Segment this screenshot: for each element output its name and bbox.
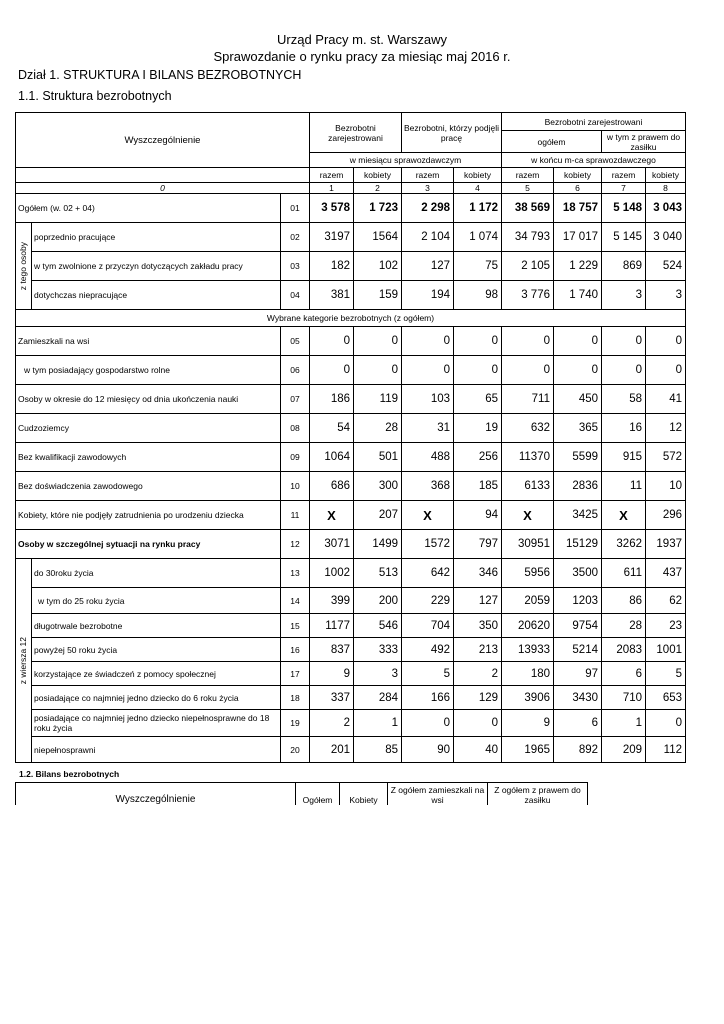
balance-title: 1.2. Bilans bezrobotnych bbox=[19, 769, 120, 779]
value-cell: 1203 bbox=[554, 588, 602, 614]
value-cell: 54 bbox=[310, 414, 354, 443]
row-label: Ogółem (w. 02 + 04) bbox=[16, 194, 281, 223]
value-cell: 9 bbox=[310, 662, 354, 686]
value-cell: 711 bbox=[502, 385, 554, 414]
value-cell: 180 bbox=[502, 662, 554, 686]
value-cell: 1937 bbox=[646, 530, 686, 559]
value-cell: 11 bbox=[602, 472, 646, 501]
balance-header-total: Ogółem bbox=[296, 783, 340, 805]
value-cell: 5 148 bbox=[602, 194, 646, 223]
value-cell: 75 bbox=[454, 252, 502, 281]
col-index: 3 bbox=[402, 183, 454, 194]
value-cell: 11370 bbox=[502, 443, 554, 472]
header-period-end: w końcu m-ca sprawozdawczego bbox=[502, 153, 686, 168]
value-cell: 892 bbox=[554, 737, 602, 763]
value-cell: 915 bbox=[602, 443, 646, 472]
header-registered-end: Bezrobotni zarejestrowani bbox=[502, 113, 686, 131]
value-cell: 1 bbox=[602, 710, 646, 737]
value-cell: 1 bbox=[354, 710, 402, 737]
value-cell: 0 bbox=[602, 356, 646, 385]
value-cell: 98 bbox=[454, 281, 502, 310]
value-cell: 62 bbox=[646, 588, 686, 614]
value-cell: 1965 bbox=[502, 737, 554, 763]
value-cell: 296 bbox=[646, 501, 686, 530]
value-cell: 3 043 bbox=[646, 194, 686, 223]
value-cell: 1499 bbox=[354, 530, 402, 559]
header-registered: Bezrobotni zarejestrowani bbox=[310, 113, 402, 153]
balance-header-desc: Wyszczególnienie bbox=[16, 783, 296, 805]
value-cell: 350 bbox=[454, 614, 502, 638]
row-label: poprzednio pracujące bbox=[32, 223, 281, 252]
row-number: 12 bbox=[281, 530, 310, 559]
value-cell: 365 bbox=[554, 414, 602, 443]
value-cell: 710 bbox=[602, 686, 646, 710]
report-title: Sprawozdanie o rynku pracy za miesiąc maj 2016 r. bbox=[213, 49, 511, 64]
section-title: Dział 1. STRUKTURA I BILANS BEZROBOTNYCH bbox=[18, 68, 302, 82]
value-cell: 38 569 bbox=[502, 194, 554, 223]
value-cell: 13933 bbox=[502, 638, 554, 662]
value-cell: 1 229 bbox=[554, 252, 602, 281]
header-took-job: Bezrobotni, którzy podjęli pracę bbox=[402, 113, 502, 153]
value-cell: 119 bbox=[354, 385, 402, 414]
value-cell: 207 bbox=[354, 501, 402, 530]
row-number: 10 bbox=[281, 472, 310, 501]
structure-table bbox=[15, 112, 686, 763]
row-label: Bez kwalifikacji zawodowych bbox=[16, 443, 281, 472]
value-cell: 0 bbox=[554, 356, 602, 385]
row-number: 03 bbox=[281, 252, 310, 281]
value-cell: 492 bbox=[402, 638, 454, 662]
report-office-title: Urząd Pracy m. st. Warszawy bbox=[277, 32, 447, 47]
value-cell: 488 bbox=[402, 443, 454, 472]
value-cell: 3 bbox=[602, 281, 646, 310]
value-cell: 23 bbox=[646, 614, 686, 638]
value-cell: 127 bbox=[454, 588, 502, 614]
value-cell: 182 bbox=[310, 252, 354, 281]
value-cell: 129 bbox=[454, 686, 502, 710]
row-label: Osoby w szczególnej sytuacji na rynku pracy bbox=[16, 530, 281, 559]
balance-table bbox=[15, 782, 588, 805]
value-cell: 368 bbox=[402, 472, 454, 501]
value-cell: 166 bbox=[402, 686, 454, 710]
value-cell: 3906 bbox=[502, 686, 554, 710]
value-cell: 19 bbox=[454, 414, 502, 443]
value-cell: 185 bbox=[454, 472, 502, 501]
subsection-title: 1.1. Struktura bezrobotnych bbox=[18, 89, 172, 103]
value-cell: 3197 bbox=[310, 223, 354, 252]
value-cell: 0 bbox=[402, 327, 454, 356]
value-cell: 1572 bbox=[402, 530, 454, 559]
row-label: niepełnosprawni bbox=[32, 737, 281, 763]
value-cell: 28 bbox=[602, 614, 646, 638]
value-cell: 399 bbox=[310, 588, 354, 614]
value-cell: 256 bbox=[454, 443, 502, 472]
row-number: 08 bbox=[281, 414, 310, 443]
value-cell: 3 578 bbox=[310, 194, 354, 223]
value-cell: 41 bbox=[646, 385, 686, 414]
value-cell: 200 bbox=[354, 588, 402, 614]
value-cell: 450 bbox=[554, 385, 602, 414]
value-cell: 1064 bbox=[310, 443, 354, 472]
value-cell: 213 bbox=[454, 638, 502, 662]
value-cell: 437 bbox=[646, 559, 686, 588]
col-index: 8 bbox=[646, 183, 686, 194]
value-cell: 0 bbox=[602, 327, 646, 356]
header-period-month: w miesiącu sprawozdawczym bbox=[310, 153, 502, 168]
col-index: 6 bbox=[554, 183, 602, 194]
row-number: 18 bbox=[281, 686, 310, 710]
value-cell: X bbox=[310, 501, 354, 530]
value-cell: 0 bbox=[402, 710, 454, 737]
value-cell: 3 bbox=[354, 662, 402, 686]
value-cell: 97 bbox=[554, 662, 602, 686]
row-number: 19 bbox=[281, 710, 310, 737]
value-cell: 524 bbox=[646, 252, 686, 281]
value-cell: 0 bbox=[454, 327, 502, 356]
value-cell: 546 bbox=[354, 614, 402, 638]
value-cell: 201 bbox=[310, 737, 354, 763]
value-cell: 5599 bbox=[554, 443, 602, 472]
value-cell: 2 bbox=[310, 710, 354, 737]
row-label: Zamieszkali na wsi bbox=[16, 327, 281, 356]
value-cell: 2836 bbox=[554, 472, 602, 501]
value-cell: 102 bbox=[354, 252, 402, 281]
header-total: ogółem bbox=[502, 131, 602, 153]
value-cell: 1 074 bbox=[454, 223, 502, 252]
value-cell: 6133 bbox=[502, 472, 554, 501]
row-label: korzystające ze świadczeń z pomocy społecznej bbox=[32, 662, 281, 686]
col-index: 7 bbox=[602, 183, 646, 194]
value-cell: 5214 bbox=[554, 638, 602, 662]
value-cell: 18 757 bbox=[554, 194, 602, 223]
value-cell: 837 bbox=[310, 638, 354, 662]
col-index: 4 bbox=[454, 183, 502, 194]
value-cell: 85 bbox=[354, 737, 402, 763]
value-cell: 112 bbox=[646, 737, 686, 763]
col-index: 1 bbox=[310, 183, 354, 194]
value-cell: 0 bbox=[354, 356, 402, 385]
row-number: 14 bbox=[281, 588, 310, 614]
value-cell: 6 bbox=[602, 662, 646, 686]
value-cell: 1 172 bbox=[454, 194, 502, 223]
value-cell: 34 793 bbox=[502, 223, 554, 252]
value-cell: 6 bbox=[554, 710, 602, 737]
value-cell: 229 bbox=[402, 588, 454, 614]
header-kobiety: kobiety bbox=[454, 168, 502, 183]
row-number: 20 bbox=[281, 737, 310, 763]
value-cell: 572 bbox=[646, 443, 686, 472]
value-cell: X bbox=[602, 501, 646, 530]
value-cell: 3 bbox=[646, 281, 686, 310]
value-cell: 704 bbox=[402, 614, 454, 638]
value-cell: 3 040 bbox=[646, 223, 686, 252]
value-cell: 58 bbox=[602, 385, 646, 414]
row-number: 07 bbox=[281, 385, 310, 414]
value-cell: 20620 bbox=[502, 614, 554, 638]
value-cell: 90 bbox=[402, 737, 454, 763]
row-label: długotrwale bezrobotne bbox=[32, 614, 281, 638]
value-cell: 2059 bbox=[502, 588, 554, 614]
value-cell: X bbox=[502, 501, 554, 530]
row-number: 01 bbox=[281, 194, 310, 223]
value-cell: 333 bbox=[354, 638, 402, 662]
value-cell: 686 bbox=[310, 472, 354, 501]
row-number: 06 bbox=[281, 356, 310, 385]
value-cell: 30951 bbox=[502, 530, 554, 559]
value-cell: 1564 bbox=[354, 223, 402, 252]
col-index: 2 bbox=[354, 183, 402, 194]
value-cell: 5 145 bbox=[602, 223, 646, 252]
row-label: posiadające co najmniej jedno dziecko do 6 roku życia bbox=[32, 686, 281, 710]
header-kobiety: kobiety bbox=[646, 168, 686, 183]
value-cell: 28 bbox=[354, 414, 402, 443]
row-number: 05 bbox=[281, 327, 310, 356]
value-cell: 0 bbox=[646, 327, 686, 356]
value-cell: 16 bbox=[602, 414, 646, 443]
header-kobiety: kobiety bbox=[354, 168, 402, 183]
row-number: 13 bbox=[281, 559, 310, 588]
header-razem: razem bbox=[502, 168, 554, 183]
value-cell: 127 bbox=[402, 252, 454, 281]
balance-header-women: Kobiety bbox=[340, 783, 388, 805]
header-razem: razem bbox=[602, 168, 646, 183]
value-cell: 2 105 bbox=[502, 252, 554, 281]
value-cell: 40 bbox=[454, 737, 502, 763]
row-label: Kobiety, które nie podjęły zatrudnienia po urodzeniu dziecka bbox=[16, 501, 281, 530]
value-cell: 1177 bbox=[310, 614, 354, 638]
value-cell: 3262 bbox=[602, 530, 646, 559]
value-cell: 0 bbox=[646, 356, 686, 385]
row-number: 16 bbox=[281, 638, 310, 662]
value-cell: 3 776 bbox=[502, 281, 554, 310]
value-cell: 337 bbox=[310, 686, 354, 710]
value-cell: 0 bbox=[310, 356, 354, 385]
value-cell: 94 bbox=[454, 501, 502, 530]
value-cell: 0 bbox=[454, 356, 502, 385]
value-cell: 209 bbox=[602, 737, 646, 763]
row-number: 17 bbox=[281, 662, 310, 686]
value-cell: 0 bbox=[354, 327, 402, 356]
value-cell: 1 740 bbox=[554, 281, 602, 310]
value-cell: 12 bbox=[646, 414, 686, 443]
row-number: 04 bbox=[281, 281, 310, 310]
value-cell: 0 bbox=[310, 327, 354, 356]
value-cell: 513 bbox=[354, 559, 402, 588]
value-cell: 346 bbox=[454, 559, 502, 588]
header-razem: razem bbox=[310, 168, 354, 183]
col-index: 5 bbox=[502, 183, 554, 194]
value-cell: 3500 bbox=[554, 559, 602, 588]
value-cell: 5 bbox=[402, 662, 454, 686]
value-cell: 86 bbox=[602, 588, 646, 614]
value-cell: 653 bbox=[646, 686, 686, 710]
header-razem: razem bbox=[402, 168, 454, 183]
value-cell: 797 bbox=[454, 530, 502, 559]
row-label: w tym zwolnione z przyczyn dotyczących zakładu pracy bbox=[32, 252, 281, 281]
row-number: 02 bbox=[281, 223, 310, 252]
col-index: 0 bbox=[16, 183, 310, 194]
section-label: Wybrane kategorie bezrobotnych (z ogółem) bbox=[16, 310, 686, 327]
group-label-z-tego: z tego osoby bbox=[16, 223, 32, 310]
value-cell: 1001 bbox=[646, 638, 686, 662]
value-cell: 611 bbox=[602, 559, 646, 588]
value-cell: 501 bbox=[354, 443, 402, 472]
header-with-benefit: w tym z prawem do zasiłku bbox=[602, 131, 686, 153]
value-cell: 9 bbox=[502, 710, 554, 737]
row-number: 11 bbox=[281, 501, 310, 530]
value-cell: 381 bbox=[310, 281, 354, 310]
value-cell: 284 bbox=[354, 686, 402, 710]
row-number: 09 bbox=[281, 443, 310, 472]
value-cell: 632 bbox=[502, 414, 554, 443]
value-cell: 300 bbox=[354, 472, 402, 501]
row-label: powyżej 50 roku życia bbox=[32, 638, 281, 662]
value-cell: 0 bbox=[402, 356, 454, 385]
value-cell: 31 bbox=[402, 414, 454, 443]
value-cell: 0 bbox=[502, 327, 554, 356]
row-number: 15 bbox=[281, 614, 310, 638]
row-label: Osoby w okresie do 12 miesięcy od dnia ukończenia nauki bbox=[16, 385, 281, 414]
value-cell: 869 bbox=[602, 252, 646, 281]
value-cell: 0 bbox=[646, 710, 686, 737]
row-label: w tym posiadający gospodarstwo rolne bbox=[16, 356, 281, 385]
row-label: w tym do 25 roku życia bbox=[32, 588, 281, 614]
value-cell: 3071 bbox=[310, 530, 354, 559]
row-label: dotychczas niepracujące bbox=[32, 281, 281, 310]
balance-header-rural: Z ogółem zamieszkali na wsi bbox=[388, 783, 488, 805]
header-kobiety: kobiety bbox=[554, 168, 602, 183]
row-label: posiadające co najmniej jedno dziecko niepełnosprawne do 18 roku życia bbox=[32, 710, 281, 737]
value-cell: 9754 bbox=[554, 614, 602, 638]
value-cell: 159 bbox=[354, 281, 402, 310]
value-cell: 186 bbox=[310, 385, 354, 414]
value-cell: 0 bbox=[454, 710, 502, 737]
value-cell: 103 bbox=[402, 385, 454, 414]
group-label-z-wiersza-12: z wiersza 12 bbox=[16, 559, 32, 763]
value-cell: 65 bbox=[454, 385, 502, 414]
value-cell: 0 bbox=[554, 327, 602, 356]
value-cell: 3425 bbox=[554, 501, 602, 530]
value-cell: 10 bbox=[646, 472, 686, 501]
value-cell: 2 104 bbox=[402, 223, 454, 252]
value-cell: 194 bbox=[402, 281, 454, 310]
row-label: do 30roku życia bbox=[32, 559, 281, 588]
value-cell: 2 298 bbox=[402, 194, 454, 223]
value-cell: 3430 bbox=[554, 686, 602, 710]
value-cell: 0 bbox=[502, 356, 554, 385]
balance-header-benefit: Z ogółem z prawem do zasiłku bbox=[488, 783, 588, 805]
row-label: Bez doświadczenia zawodowego bbox=[16, 472, 281, 501]
value-cell: X bbox=[402, 501, 454, 530]
value-cell: 642 bbox=[402, 559, 454, 588]
value-cell: 15129 bbox=[554, 530, 602, 559]
value-cell: 5 bbox=[646, 662, 686, 686]
header-desc: Wyszczególnienie bbox=[16, 113, 310, 168]
row-label: Cudzoziemcy bbox=[16, 414, 281, 443]
value-cell: 17 017 bbox=[554, 223, 602, 252]
value-cell: 2 bbox=[454, 662, 502, 686]
value-cell: 5956 bbox=[502, 559, 554, 588]
value-cell: 1002 bbox=[310, 559, 354, 588]
value-cell: 1 723 bbox=[354, 194, 402, 223]
value-cell: 2083 bbox=[602, 638, 646, 662]
